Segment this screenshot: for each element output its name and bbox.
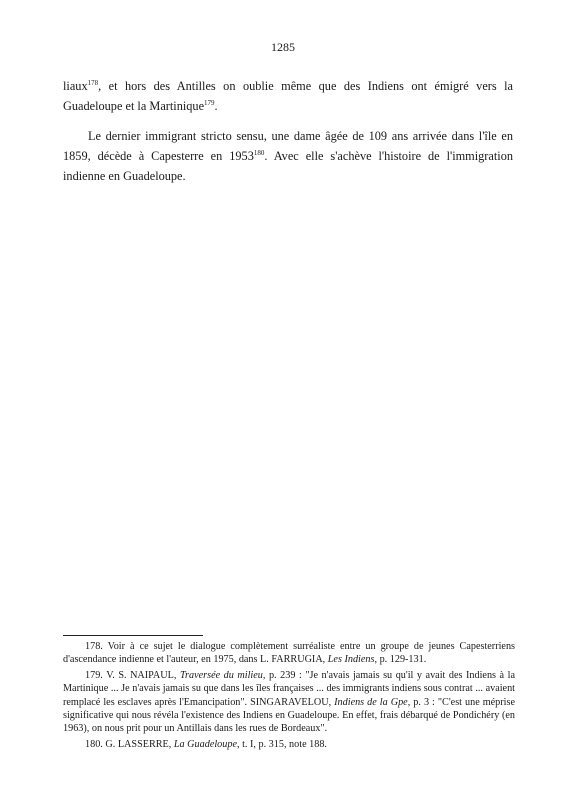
- footnote-ref-179[interactable]: 179: [204, 99, 215, 108]
- p2-text-b: . Avec elle s'achève l'histoire de l'immigration indienne en Guadeloupe.: [63, 149, 513, 184]
- fn178-title: Les Indiens: [327, 654, 375, 666]
- footnotes: [63, 640, 515, 751]
- fn180-text-a: 180. G. LASSERRE,: [85, 738, 174, 750]
- fn178-text: 178. Voir à ce sujet le dialogue complètement surréaliste entre un groupe de jeunes Capesterriens d'ascendance indienne et l'auteur, en 1975, dans L. FARRUGIA,: [63, 641, 515, 666]
- fn179-text-b: , p. 239 : "Je n'avais jamais su qu'il y avait des Indiens à la Martinique ... Je n'avais jamais su que dans les îles françaises ... des immigrants indiens sous contrat ... avaient remplacé les esclaves après l'Emancipation". SINGARAVELOU,: [63, 669, 515, 708]
- p1-text-b: , et hors des Antilles on oublie même que des Indiens ont émigré vers la Guadeloupe et la Martinique: [63, 79, 513, 114]
- footnote-180: [63, 738, 515, 751]
- footnote-178: [63, 640, 515, 667]
- fn179-title-1: Traversée du milieu: [179, 669, 263, 681]
- footnote-ref-178[interactable]: 178: [87, 79, 99, 88]
- fn178-tail: , p. 129-131.: [374, 654, 427, 666]
- footnote-ref-180[interactable]: 180: [253, 149, 265, 158]
- p2-text-a: Le dernier immigrant stricto sensu, une dame âgée de 109 ans arrivée dans l'île en 1859, décède à Capesterre en 1953: [63, 129, 513, 164]
- footnote-179: [63, 669, 515, 736]
- fn180-title: La Guadeloupe: [173, 738, 237, 750]
- body-paragraph-2: [63, 126, 513, 186]
- fn179-text-c: , p. 3 : "C'est une méprise significative qui nous révéla l'existence des Indiens en Guadeloupe. En effet, frais débarqué de Pondichéry (en 1963), on nous prit pour un Antillais dans les rues de Bordeaux".: [63, 696, 515, 735]
- footnote-separator: [63, 635, 203, 636]
- page-number: 1285: [271, 40, 295, 54]
- fn180-text-b: , t. I, p. 315, note 188.: [236, 738, 327, 750]
- fn179-text-a: 179. V. S. NAIPAUL,: [85, 669, 180, 681]
- body-paragraph-1: [63, 76, 513, 116]
- p1-text-c: .: [214, 99, 218, 114]
- fn179-title-2: Indiens de la Gpe: [334, 696, 408, 708]
- p1-text-a: liaux: [63, 79, 88, 94]
